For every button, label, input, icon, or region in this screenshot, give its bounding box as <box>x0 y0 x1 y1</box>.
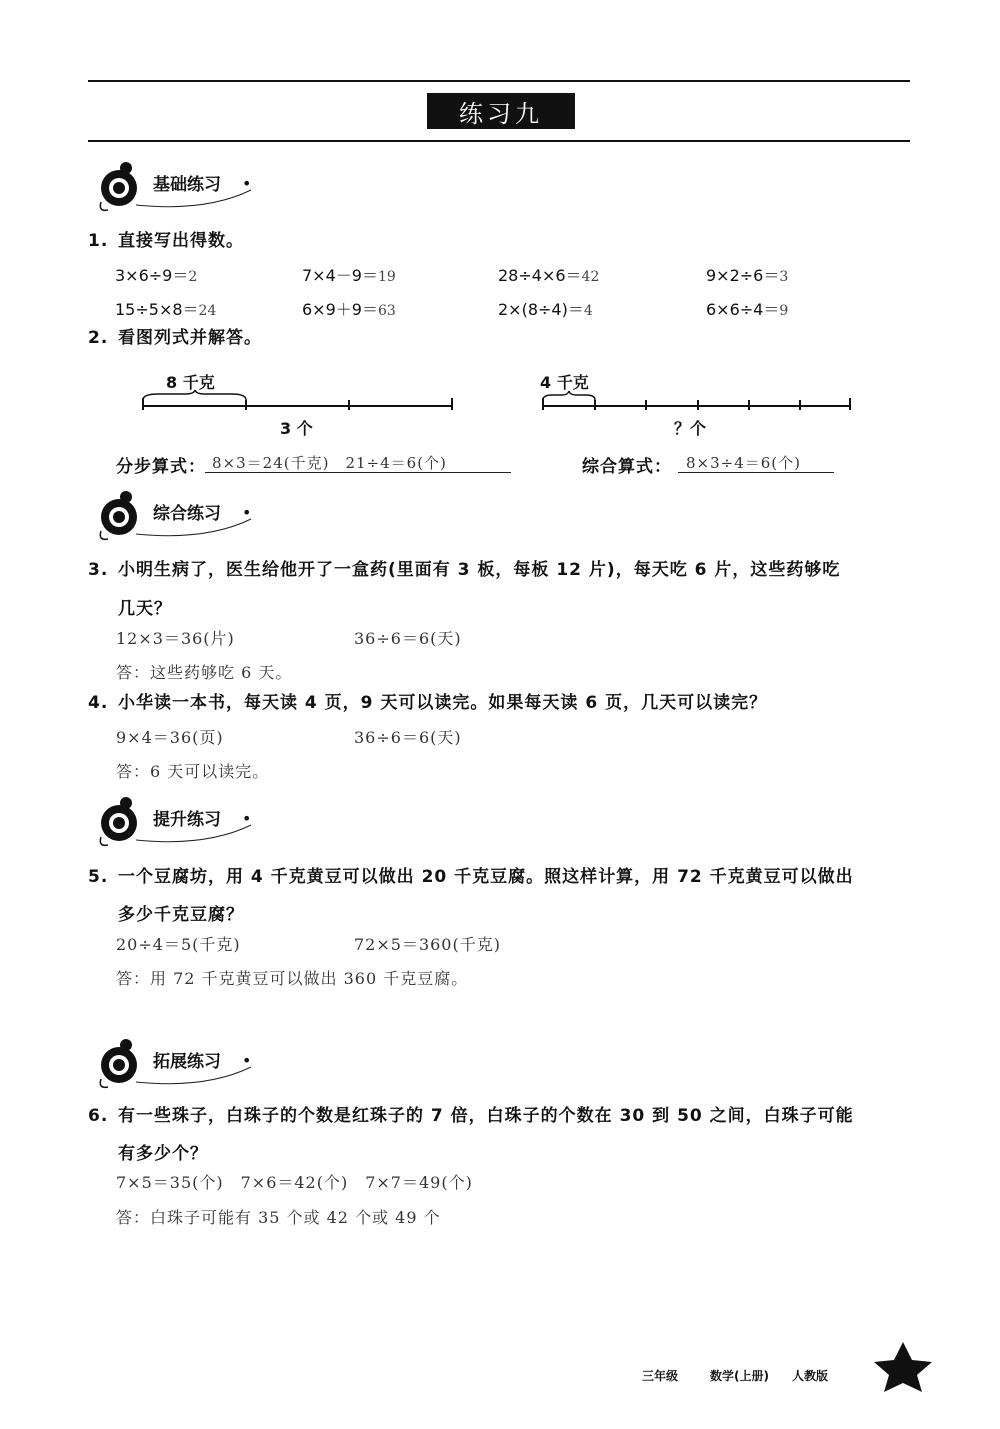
diagram-right-top-label: 4 千克 <box>540 373 589 392</box>
section-extend <box>96 1037 296 1093</box>
question-number: 5. <box>88 867 109 887</box>
question-text: 小华读一本书，每天读 4 页，9 天可以读完。如果每天读 6 页，几天可以读完？ <box>118 693 768 713</box>
diagram-right-bottom-label: ？个 <box>674 419 707 438</box>
handwritten-answer: 24 <box>198 303 217 319</box>
title-rule <box>88 140 910 142</box>
section-dot: • <box>242 503 252 522</box>
question-number: 4. <box>88 693 109 713</box>
calc-item: 7×4－9＝19 <box>302 266 396 285</box>
question-text: 直接写出得数。 <box>118 231 244 251</box>
question-3-line2: 几天？ <box>118 599 172 619</box>
question-6 <box>88 1100 918 1132</box>
work-line: 9×4＝36(页) <box>116 728 224 747</box>
calc-item: 15÷5×8＝24 <box>115 300 217 319</box>
diagram-left-top-label: 8 千克 <box>166 373 215 392</box>
question-6-line2: 有多少个？ <box>118 1144 208 1164</box>
combined-formula-answer: 8×3÷4＝6(个) <box>686 454 802 472</box>
combined-formula-underline <box>678 472 834 473</box>
step-formula-answer: 8×3＝24(千克) 21÷4＝6(个) <box>212 454 447 472</box>
combined-formula-label: 综合算式： <box>582 457 672 477</box>
question-text: 小明生病了，医生给他开了一盒药(里面有 3 板，每板 12 片)，每天吃 6 片，这些药够吃 <box>118 560 841 580</box>
question-number: 2. <box>88 328 109 348</box>
section-title: 基础练习 <box>153 175 221 195</box>
footer-subject: 数学(上册) <box>710 1369 769 1383</box>
question-5-line2: 多少千克豆腐？ <box>118 905 244 925</box>
calc-item: 6×6÷4＝9 <box>706 300 789 319</box>
section-title: 综合练习 <box>153 504 221 524</box>
question-text: 一个豆腐坊，用 4 千克黄豆可以做出 20 千克豆腐。照这样计算，用 72 千克黄豆可以做出 <box>118 867 854 887</box>
question-1 <box>88 225 244 257</box>
calc-item: 2×(8÷4)＝4 <box>498 300 593 319</box>
answer-line: 答：这些药够吃 6 天。 <box>116 663 293 682</box>
calc-item: 6×9＋9＝63 <box>302 300 396 319</box>
section-title: 提升练习 <box>153 810 221 830</box>
diagram-left-bottom-label: 3 个 <box>280 419 313 438</box>
handwritten-answer: 2 <box>188 269 198 285</box>
work-line: 72×5＝360(千克) <box>354 935 501 954</box>
question-5 <box>88 861 918 893</box>
work-line: 12×3＝36(片) <box>116 629 235 648</box>
footer-grade: 三年级 <box>642 1369 679 1383</box>
question-text: 有一些珠子，白珠子的个数是红珠子的 7 倍，白珠子的个数在 30 到 50 之间，白珠子可能 <box>118 1106 854 1126</box>
top-rule <box>88 80 910 82</box>
calc-item: 3×6÷9＝2 <box>115 266 198 285</box>
question-number: 1. <box>88 231 109 251</box>
question-number: 6. <box>88 1106 109 1126</box>
question-4 <box>88 687 918 719</box>
section-dot: • <box>242 809 252 828</box>
footer-edition: 人教版 <box>792 1369 829 1383</box>
answer-line: 答：白珠子可能有 35 个或 42 个或 49 个 <box>116 1208 441 1227</box>
section-dot: • <box>242 1051 252 1070</box>
star-icon <box>868 1338 938 1394</box>
step-formula-label: 分步算式： <box>116 457 206 477</box>
section-dot: • <box>242 174 252 193</box>
question-number: 3. <box>88 560 109 580</box>
question-text: 看图列式并解答。 <box>118 328 262 348</box>
answer-line: 答：用 72 千克黄豆可以做出 360 千克豆腐。 <box>116 969 469 988</box>
section-improve <box>96 795 296 851</box>
handwritten-answer: 9 <box>779 303 789 319</box>
answer-line: 答：6 天可以读完。 <box>116 762 270 781</box>
handwritten-answer: 63 <box>377 303 396 319</box>
work-line: 7×5＝35(个) 7×6＝42(个) 7×7＝49(个) <box>116 1173 473 1192</box>
handwritten-answer: 42 <box>581 269 600 285</box>
handwritten-answer: 4 <box>583 303 593 319</box>
question-3 <box>88 554 918 586</box>
handwritten-answer: 19 <box>377 269 396 285</box>
calc-item: 9×2÷6＝3 <box>706 266 789 285</box>
step-formula-underline <box>205 472 511 473</box>
section-basic <box>96 160 296 216</box>
section-comprehensive <box>96 489 296 545</box>
calc-item: 28÷4×6＝42 <box>498 266 600 285</box>
question-2 <box>88 322 262 354</box>
work-line: 36÷6＝6(天) <box>354 629 462 648</box>
section-title: 拓展练习 <box>153 1052 221 1072</box>
work-line: 36÷6＝6(天) <box>354 728 462 747</box>
page-title: 练习九 <box>427 93 575 129</box>
handwritten-answer: 3 <box>779 269 789 285</box>
work-line: 20÷4＝5(千克) <box>116 935 241 954</box>
